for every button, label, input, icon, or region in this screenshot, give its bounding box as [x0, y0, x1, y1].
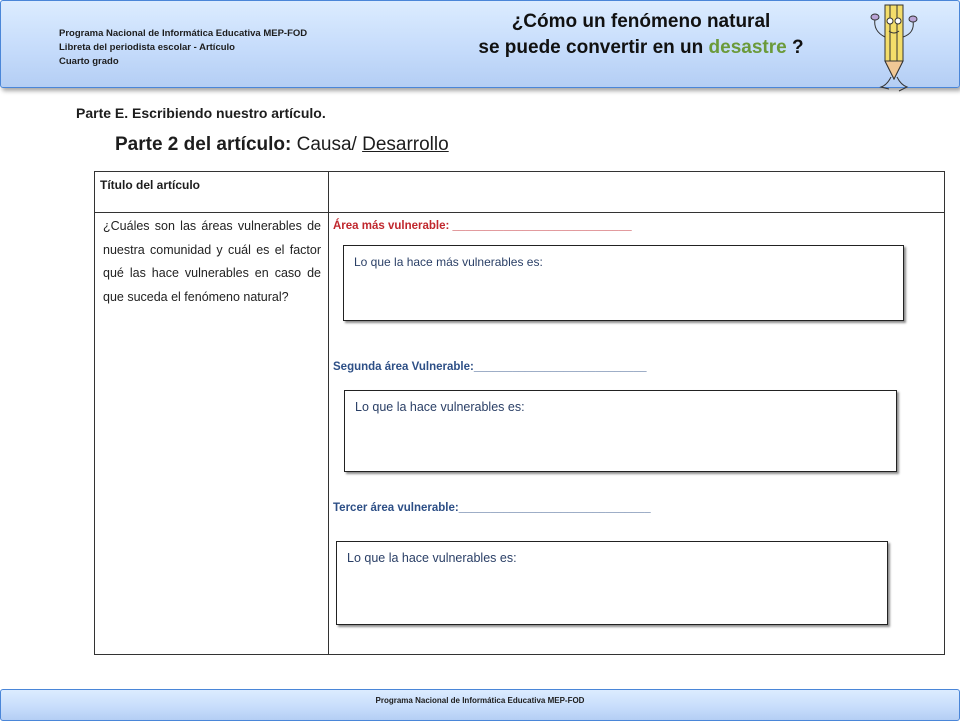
page-title — [421, 9, 861, 61]
header-org-block — [59, 27, 307, 69]
article-title-label: Título del artículo — [100, 178, 201, 192]
header-banner — [0, 0, 960, 88]
subsection-heading — [115, 134, 449, 156]
page-title-line2 — [421, 35, 861, 61]
section-heading: Parte E. Escribiendo nuestro artículo. — [76, 105, 326, 121]
header-org-line2: Libreta del periodista escolar - Artículo — [59, 42, 235, 53]
header-org-line3: Cuarto grado — [59, 56, 119, 67]
page-title-line2-post: ? — [786, 37, 804, 58]
area-3-reason-box[interactable] — [336, 541, 888, 625]
area-3-reason-text: Lo que la hace vulnerables es: — [347, 551, 517, 565]
header-org-line1: Programa Nacional de Informática Educativa MEP-FOD — [59, 28, 308, 39]
area-1-label: Área más vulnerable: ____________________________ — [333, 220, 632, 232]
footer-banner — [0, 689, 960, 721]
pencil-character-icon — [863, 1, 923, 93]
page-title-accent: desastre — [708, 37, 787, 58]
vulnerability-question: ¿Cuáles son las áreas vulnerables de nuestra comunidad y cuál es el factor qué las hace vulnerables en caso de que suceda el fenómeno natural? — [103, 219, 321, 304]
area-2-reason-text: Lo que la hace vulnerables es: — [355, 400, 525, 414]
subsection-heading-plain: Causa/ — [291, 134, 363, 155]
table-column-divider — [328, 171, 329, 655]
page-title-line2-pre: se puede convertir en un — [478, 37, 709, 58]
area-1-reason-text: Lo que la hace más vulnerables es: — [354, 255, 543, 269]
area-1-reason-box[interactable] — [343, 245, 904, 321]
area-2-label: Segunda área Vulnerable:___________________________ — [333, 361, 647, 373]
area-3-label: Tercer área vulnerable:______________________________ — [333, 502, 651, 514]
area-2-reason-box[interactable] — [344, 390, 897, 472]
subsection-heading-underlined: Desarrollo — [362, 134, 449, 155]
page-title-line1: ¿Cómo un fenómeno natural — [511, 11, 771, 32]
table-row-divider — [94, 212, 945, 213]
subsection-heading-bold: Parte 2 del artículo: — [115, 134, 292, 155]
footer-text: Programa Nacional de Informática Educativa MEP-FOD — [375, 696, 585, 705]
